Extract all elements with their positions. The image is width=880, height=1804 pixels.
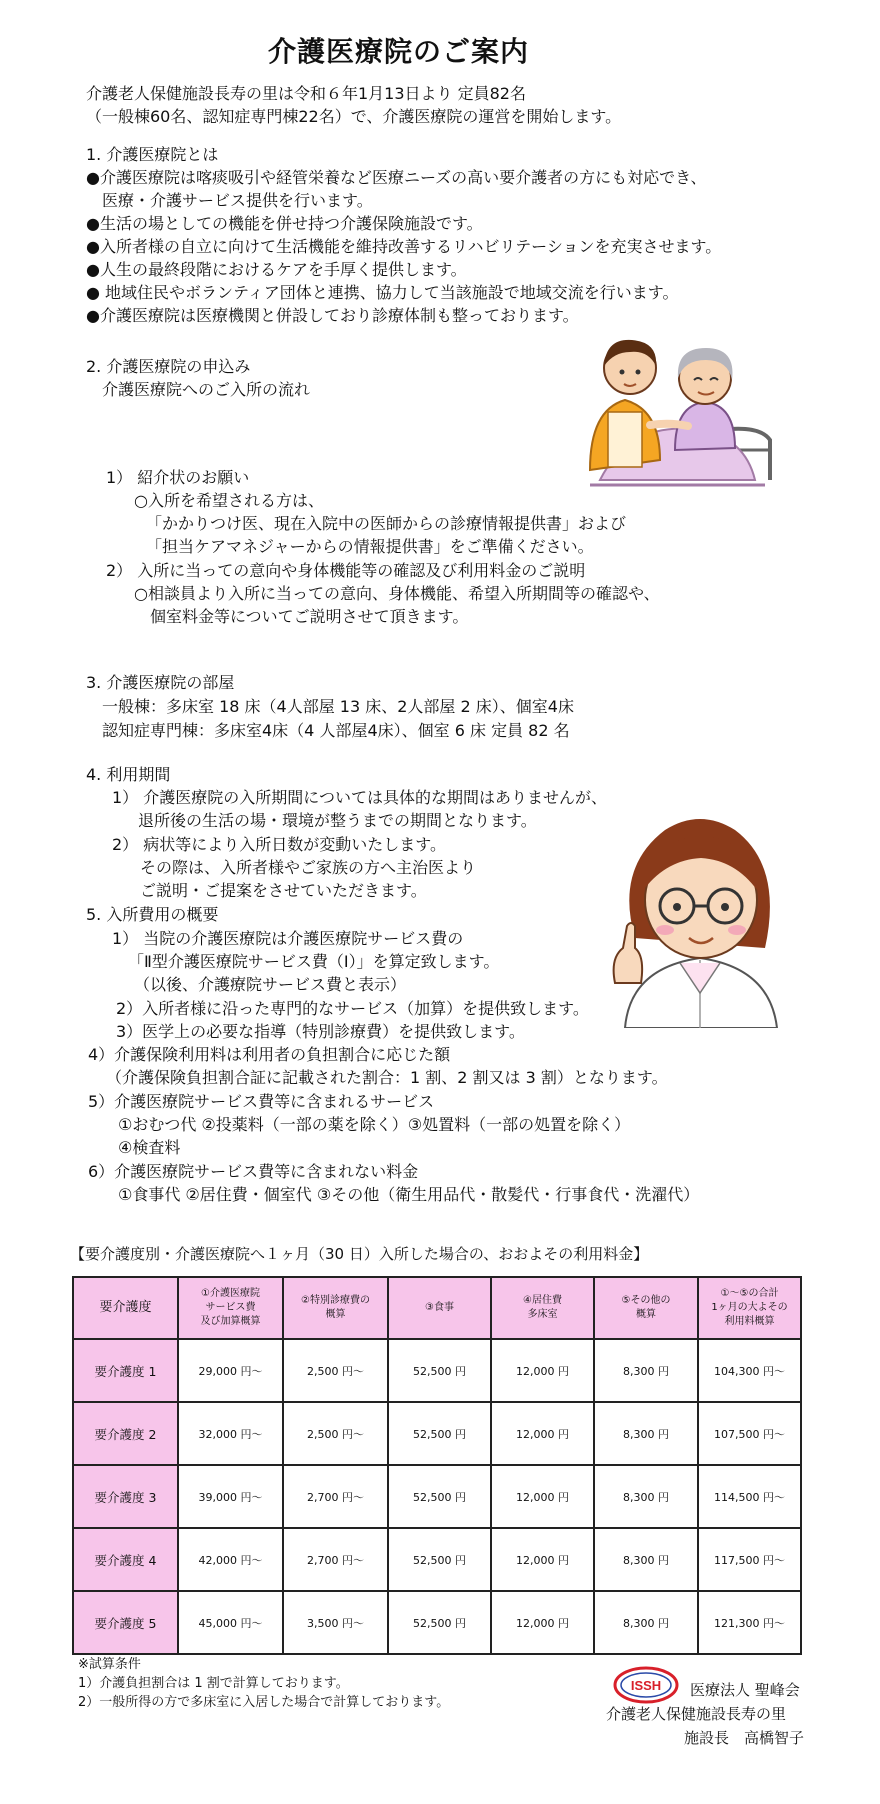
table-cell: 2,500 円～ [283,1339,388,1402]
intro-line-2: （一般棟60名、認知症専門棟22名）で、介護医療院の運営を開始します。 [86,107,622,126]
section2-heading: 2. 介護医療院の申込み [86,357,251,376]
issh-logo [612,1664,680,1706]
signature-director: 施設長 高橋智子 [684,1729,805,1747]
section5-line: 6）介護医療院サービス費等に含まれない料金 [88,1162,419,1181]
section5-line: 「Ⅱ型介護医療院サービス費（Ⅰ）」を算定致します。 [128,952,500,971]
section5-line: ①おむつ代 ②投薬料（一部の薬を除く）③処置料（一部の処置を除く） [118,1115,631,1134]
table-cell: 要介護度 1 [73,1339,178,1402]
table-cell: 52,500 円 [388,1465,491,1528]
table-cell: 12,000 円 [491,1339,594,1402]
section3-line: 一般棟：多床室 18 床（4人部屋 13 床、2人部屋 2 床）、個室4床 [102,697,574,716]
section1-bullet: 医療・介護サービス提供を行います。 [86,191,373,210]
conditions-heading: ※試算条件 [78,1657,141,1672]
section4-line: その際は、入所者様やご家族の方へ主治医より [140,858,477,877]
section1-bullet: ●入所者様の自立に向けて生活機能を維持改善するリハビリテーションを充実させます。 [86,237,722,256]
header-care-level: 要介護度 [73,1277,178,1339]
section5-line: 3）医学上の必要な指導（特別診療費）を提供致します。 [116,1022,525,1041]
section4-line: 2） 病状等により入所日数が変動いたします。 [112,835,446,854]
table-cell: 32,000 円～ [178,1402,283,1465]
table-cell: 8,300 円 [594,1339,698,1402]
table-cell: 107,500 円～ [698,1402,801,1465]
signature-org: 医療法人 聖峰会 [690,1681,800,1699]
section5-line: 5）介護医療院サービス費等に含まれるサービス [88,1092,435,1111]
section2-line: 「かかりつけ医、現在入院中の医師からの診療情報提供書」および [146,514,627,533]
table-cell: 要介護度 3 [73,1465,178,1528]
caregiver-illustration [570,330,780,500]
section2-line: ○相談員より入所に当っての意向、身体機能、希望入所期間等の確認や、 [134,584,660,603]
table-cell: 52,500 円 [388,1339,491,1402]
table-cell: 104,300 円～ [698,1339,801,1402]
section1-bullet: ●介護医療院は医療機関と併設しており診療体制も整っております。 [86,306,579,325]
conditions-line: 1）介護負担割合は 1 割で計算しております。 [78,1676,349,1691]
table-row [73,1591,801,1654]
table-cell: 45,000 円～ [178,1591,283,1654]
section5-line: （介護保険負担割合証に記載された割合：1 割、2 割又は 3 割）となります。 [106,1068,668,1087]
table-cell: 117,500 円～ [698,1528,801,1591]
section2-line: 1） 紹介状のお願い [106,468,250,487]
table-row [73,1528,801,1591]
table-cell: 要介護度 5 [73,1591,178,1654]
section4-line: 退所後の生活の場・環境が整うまでの期間となります。 [138,811,537,830]
signature-facility: 介護老人保健施設長寿の里 [606,1705,787,1723]
section1-bullet: ●生活の場としての機能を併せ持つ介護保険施設です。 [86,214,483,233]
section5-line: 4）介護保険利用料は利用者の負担割合に応じた額 [88,1045,451,1064]
section3-line: 認知症専門棟：多床室4床（4 人部屋4床）、個室 6 床 定員 82 名 [102,721,570,740]
table-cell: 52,500 円 [388,1402,491,1465]
header-other-fees: ⑤その他の 概算 [594,1277,698,1339]
section1-bullet: ●介護医療院は喀痰吸引や経管栄養など医療ニーズの高い要介護者の方にも対応でき、 [86,168,707,187]
section5-line: 2）入所者様に沿った専門的なサービス（加算）を提供致します。 [116,999,589,1018]
section1-bullet: ● 地域住民やボランティア団体と連携、協力して当該施設で地域交流を行います。 [86,283,679,302]
section2-subheading: 介護医療院へのご入所の流れ [102,380,311,399]
table-cell: 2,500 円～ [283,1402,388,1465]
header-total: ①～⑤の合計 1ヶ月の大よその 利用料概算 [698,1277,801,1339]
conditions-line: 2）一般所得の方で多床室に入居した場合で計算しております。 [78,1695,450,1710]
table-header-row [73,1277,801,1339]
table-cell: 114,500 円～ [698,1465,801,1528]
logo-text: ISSH [630,1678,662,1693]
table-cell: 2,700 円～ [283,1528,388,1591]
section4-line: ご説明・ご提案をさせていただきます。 [140,881,427,900]
table-cell: 3,500 円～ [283,1591,388,1654]
header-service-fee: ①介護医療院 サービス費 及び加算概算 [178,1277,283,1339]
fee-table [72,1276,802,1655]
section2-line: 個室料金等についてご説明させて頂きます。 [150,607,469,626]
table-cell: 121,300 円～ [698,1591,801,1654]
section5-line: （以後、介護療院サービス費と表示） [134,975,407,994]
table-cell: 12,000 円 [491,1528,594,1591]
header-residence-fee: ④居住費 多床室 [491,1277,594,1339]
section2-line: 「担当ケアマネジャーからの情報提供書」をご準備ください。 [146,537,594,556]
table-row [73,1339,801,1402]
table-cell: 52,500 円 [388,1591,491,1654]
section1-heading: 1. 介護医療院とは [86,145,219,164]
section2-line: 2） 入所に当っての意向や身体機能等の確認及び利用料金のご説明 [106,561,586,580]
section5-line: 1） 当院の介護医療院は介護医療院サービス費の [112,929,464,948]
table-row [73,1465,801,1528]
intro-line-1: 介護老人保健施設長寿の里は令和６年1月13日より 定員82名 [86,84,526,103]
table-cell: 8,300 円 [594,1591,698,1654]
table-cell: 12,000 円 [491,1402,594,1465]
page-title: 介護医療院のご案内 [268,35,530,68]
section5-line: ①食事代 ②居住費・個室代 ③その他（衛生用品代・散髪代・行事食代・洗濯代） [118,1185,700,1204]
section3-heading: 3. 介護医療院の部屋 [86,673,235,692]
table-row [73,1402,801,1465]
table-caption: 【要介護度別・介護医療院へ１ヶ月（30 日）入所した場合の、おおよその利用料金】 [70,1245,649,1263]
header-meal: ③食事 [388,1277,491,1339]
table-cell: 8,300 円 [594,1402,698,1465]
table-cell: 39,000 円～ [178,1465,283,1528]
table-cell: 要介護度 2 [73,1402,178,1465]
table-cell: 2,700 円～ [283,1465,388,1528]
section2-line: ○入所を希望される方は、 [134,491,324,510]
table-cell: 8,300 円 [594,1528,698,1591]
section5-line: ④検査料 [118,1138,181,1157]
table-cell: 要介護度 4 [73,1528,178,1591]
table-cell: 12,000 円 [491,1465,594,1528]
section4-heading: 4. 利用期間 [86,765,171,784]
section1-bullet: ●人生の最終段階におけるケアを手厚く提供します。 [86,260,467,279]
table-cell: 52,500 円 [388,1528,491,1591]
table-cell: 8,300 円 [594,1465,698,1528]
header-special-medical-fee: ②特別診療費の 概算 [283,1277,388,1339]
doctor-illustration [605,808,795,1028]
table-cell: 12,000 円 [491,1591,594,1654]
table-cell: 29,000 円～ [178,1339,283,1402]
table-cell: 42,000 円～ [178,1528,283,1591]
section4-line: 1） 介護医療院の入所期間については具体的な期間はありませんが、 [112,788,607,807]
section5-heading: 5. 入所費用の概要 [86,905,219,924]
